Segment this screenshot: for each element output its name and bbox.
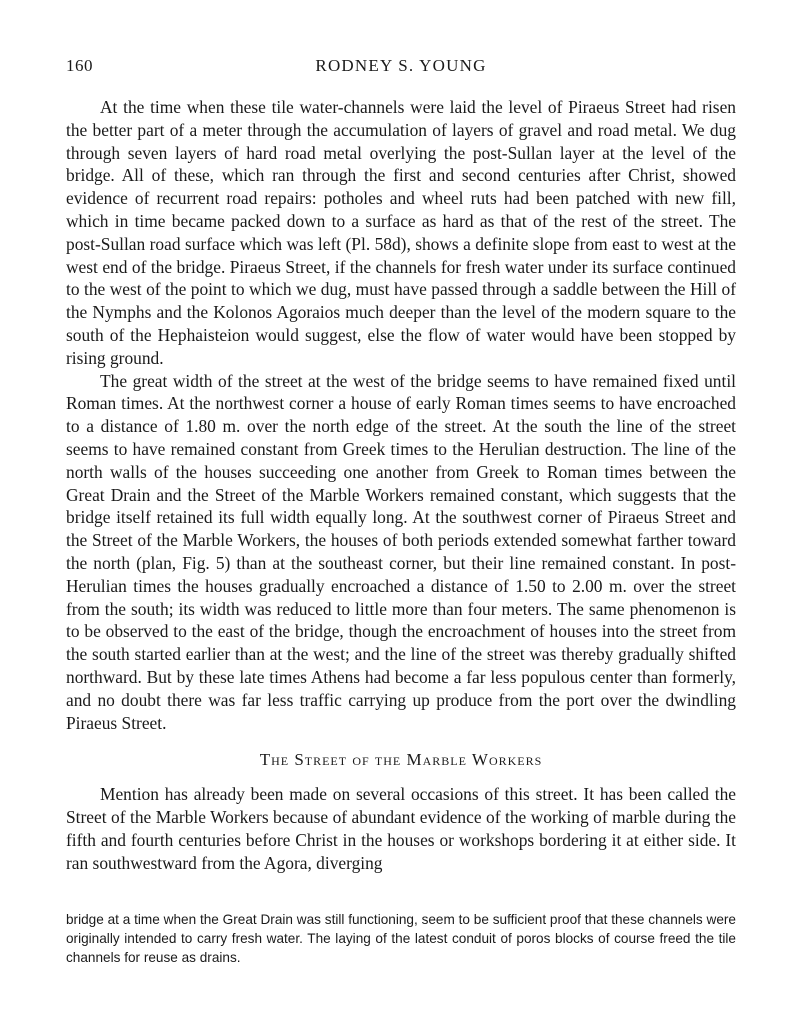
paragraph-marble-workers: Mention has already been made on several occasions of this street. It has been called the Street of the Marble Workers because of abundant evidence of the working of marble during the fifth and fourth centuries before Christ in the houses or workshops bordering it at either side. It ran southwestward from the Agora, diverging: [66, 784, 736, 873]
running-head: [66, 56, 736, 82]
section-heading: The Street of the Marble Workers: [259, 750, 543, 770]
page-number: 160: [66, 56, 93, 75]
paragraph-tile-channels: At the time when these tile water-channels were laid the level of Piraeus Street had risen the better part of a meter through the accumulation of layers of gravel and road metal. We dug through seven layers of hard road metal overlying the post-Sullan layer at the level of the bridge. All of these, which ran through the first and second centuries after Christ, showed evidence of recurrent road repairs: potholes and wheel ruts had been patched with new fill, which in time became packed down to a surface as hard as that of the rest of the street. The post-Sullan road surface which was left (Pl. 58d), shows a definite slope from east to west at the west end of the bridge. Piraeus Street, if the channels for fresh water under its surface continued to the west of the point to which we dug, must have passed through a saddle between the Hill of the Nymphs and the Kolonos Agoraios much deeper than the level of the modern square to the south of the Hephaisteion would suggest, else the flow of water would have been stopped by rising ground.: [66, 97, 736, 368]
body-text: [66, 96, 736, 875]
footnote: bridge at a time when the Great Drain was still functioning, seem to be sufficient proof that these channels were originally intended to carry fresh water. The laying of the latest conduit of poros blocks of course freed the tile channels for reuse as drains.: [66, 912, 736, 965]
running-head-author: RODNEY S. YOUNG: [315, 56, 487, 75]
page-content: [66, 56, 736, 875]
paragraph-street-width: The great width of the street at the west of the bridge seems to have remained fixed until Roman times. At the northwest corner a house of early Roman times seems to have encroached to a distance of 1.80 m. over the north edge of the street. At the south the line of the street seems to have remained constant from Greek times to the Herulian destruction. The line of the north walls of the houses succeeding one another from Greek to Roman times between the Great Drain and the Street of the Marble Workers remained constant, which suggests that the bridge itself retained its full width equally long. At the southwest corner of Piraeus Street and the Street of the Marble Workers, the houses of both periods extended somewhat farther toward the north (plan, Fig. 5) than at the southeast corner, but their line remained constant. In post-Herulian times the houses gradually encroached a distance of 1.50 to 2.00 m. over the street from the south; its width was reduced to little more than four meters. The same phenomenon is to be observed to the east of the bridge, though the encroachment of houses into the street from the south started earlier than at the west; and the line of the street was thereby gradually shifted northward. But by these late times Athens had become a far less populous center than formerly, and no doubt there was far less traffic carrying up produce from the port over the dwindling Piraeus Street.: [66, 370, 736, 733]
